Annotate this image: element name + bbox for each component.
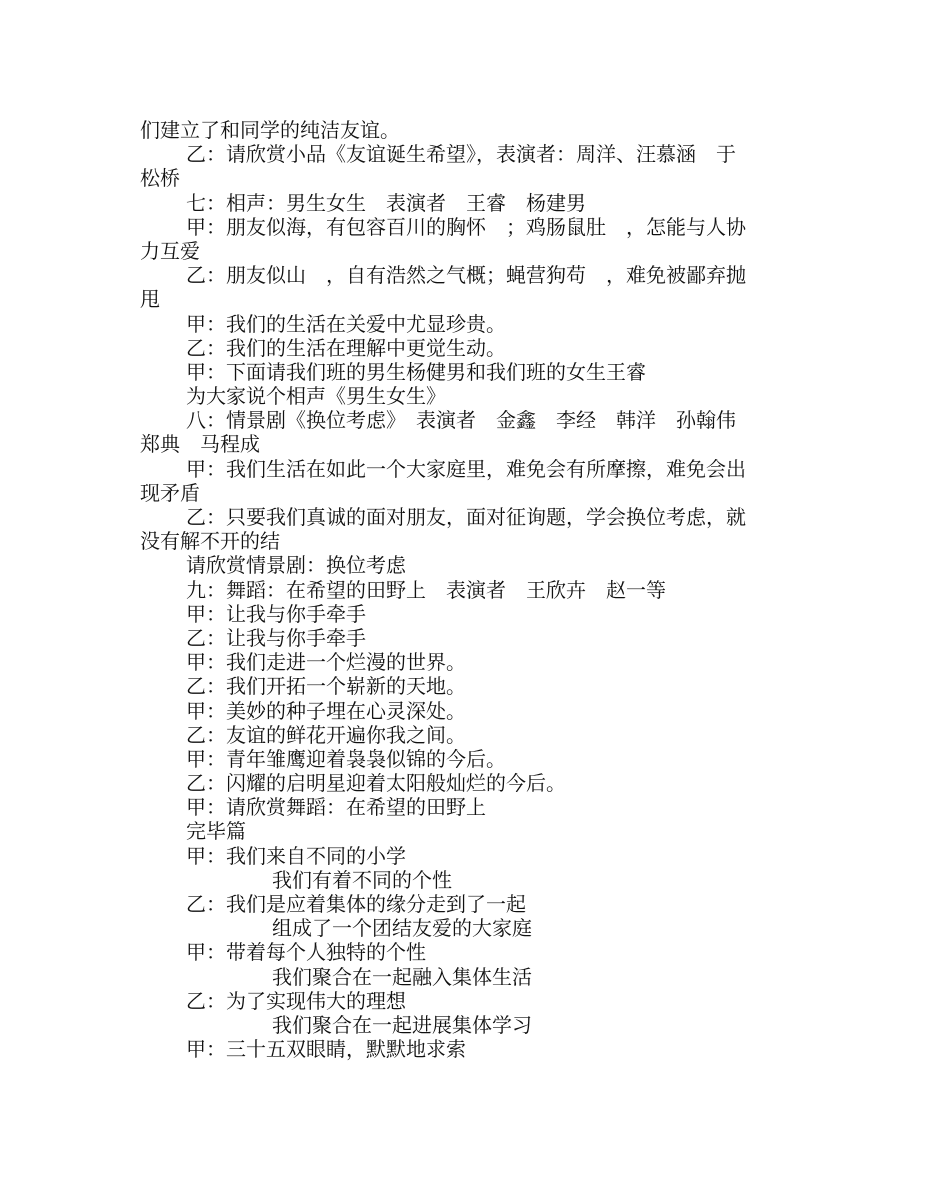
text-line: 乙：为了实现伟大的理想 [186,988,406,1013]
text-line: 甲：下面请我们班的男生杨健男和我们班的女生王睿 [186,359,646,384]
text-line: 乙：友谊的鲜花开遍你我之间。 [186,722,466,747]
text-line: 没有解不开的结 [140,529,280,554]
text-line: 我们聚合在一起融入集体生活 [272,964,532,989]
text-line: 乙：我们是应着集体的缘分走到了一起 [186,892,526,916]
text-line: 请欣赏情景剧：换位考虑 [186,553,406,578]
text-line: 力互爱 [140,238,200,263]
text-line: 八：情景剧《换位考虑》 表演者 金鑫 李经 韩洋 孙翰伟 [186,408,736,433]
text-line: 为大家说个相声《男生女生》 [186,384,446,409]
text-line: 七：相声：男生女生 表演者 王睿 杨建男 [186,190,586,215]
text-line: 甲：请欣赏舞蹈：在希望的田野上 [186,795,486,820]
text-line: 松桥 [140,166,180,191]
text-line: 乙：朋友似山 ，自有浩然之气概；蝇营狗苟 ，难免被鄙弃抛 [186,263,746,288]
text-line: 甲：青年雏鹰迎着袅袅似锦的今后。 [186,746,506,771]
text-line: 完毕篇 [186,819,246,844]
text-line: 甲：我们来自不同的小学 [186,843,406,868]
text-line: 甩 [140,287,160,312]
text-line: 郑典 马程成 [140,432,260,457]
text-line: 乙：闪耀的启明星迎着太阳般灿烂的今后。 [186,771,566,796]
text-line: 甲：我们生活在如此一个大家庭里，难免会有所摩擦，难免会出 [186,456,746,481]
text-line: 九：舞蹈：在希望的田野上 表演者 王欣卉 赵一等 [186,577,666,602]
text-line: 乙：我们的生活在理解中更觉生动。 [186,335,506,360]
text-line: 甲：朋友似海，有包容百川的胸怀 ；鸡肠鼠肚 ，怎能与人协 [186,214,746,239]
text-line: 我们聚合在一起进展集体学习 [272,1012,532,1037]
text-line: 甲：三十五双眼睛，默默地求索 [186,1037,466,1062]
text-line: 们建立了和同学的纯洁友谊。 [140,118,400,142]
document-body [140,118,815,1061]
text-line: 甲：美妙的种子埋在心灵深处。 [186,698,466,723]
text-line: 甲：让我与你手牵手 [186,601,366,626]
text-line: 乙：请欣赏小品《友谊诞生希望》，表演者：周洋、汪慕涵 于 [186,142,736,167]
text-line: 乙：让我与你手牵手 [186,625,366,650]
text-line: 甲：带着每个人独特的个性 [186,940,426,965]
text-line: 组成了一个团结友爱的大家庭 [272,916,532,941]
text-line: 乙：只要我们真诚的面对朋友，面对征询题，学会换位考虑，就 [186,505,746,529]
text-line: 甲：我们的生活在关爱中尤显珍贵。 [186,311,506,336]
text-line: 甲：我们走进一个烂漫的世界。 [186,650,466,675]
text-line: 乙：我们开拓一个崭新的天地。 [186,674,466,699]
text-line: 现矛盾 [140,480,200,505]
text-line: 我们有着不同的个性 [272,867,452,892]
